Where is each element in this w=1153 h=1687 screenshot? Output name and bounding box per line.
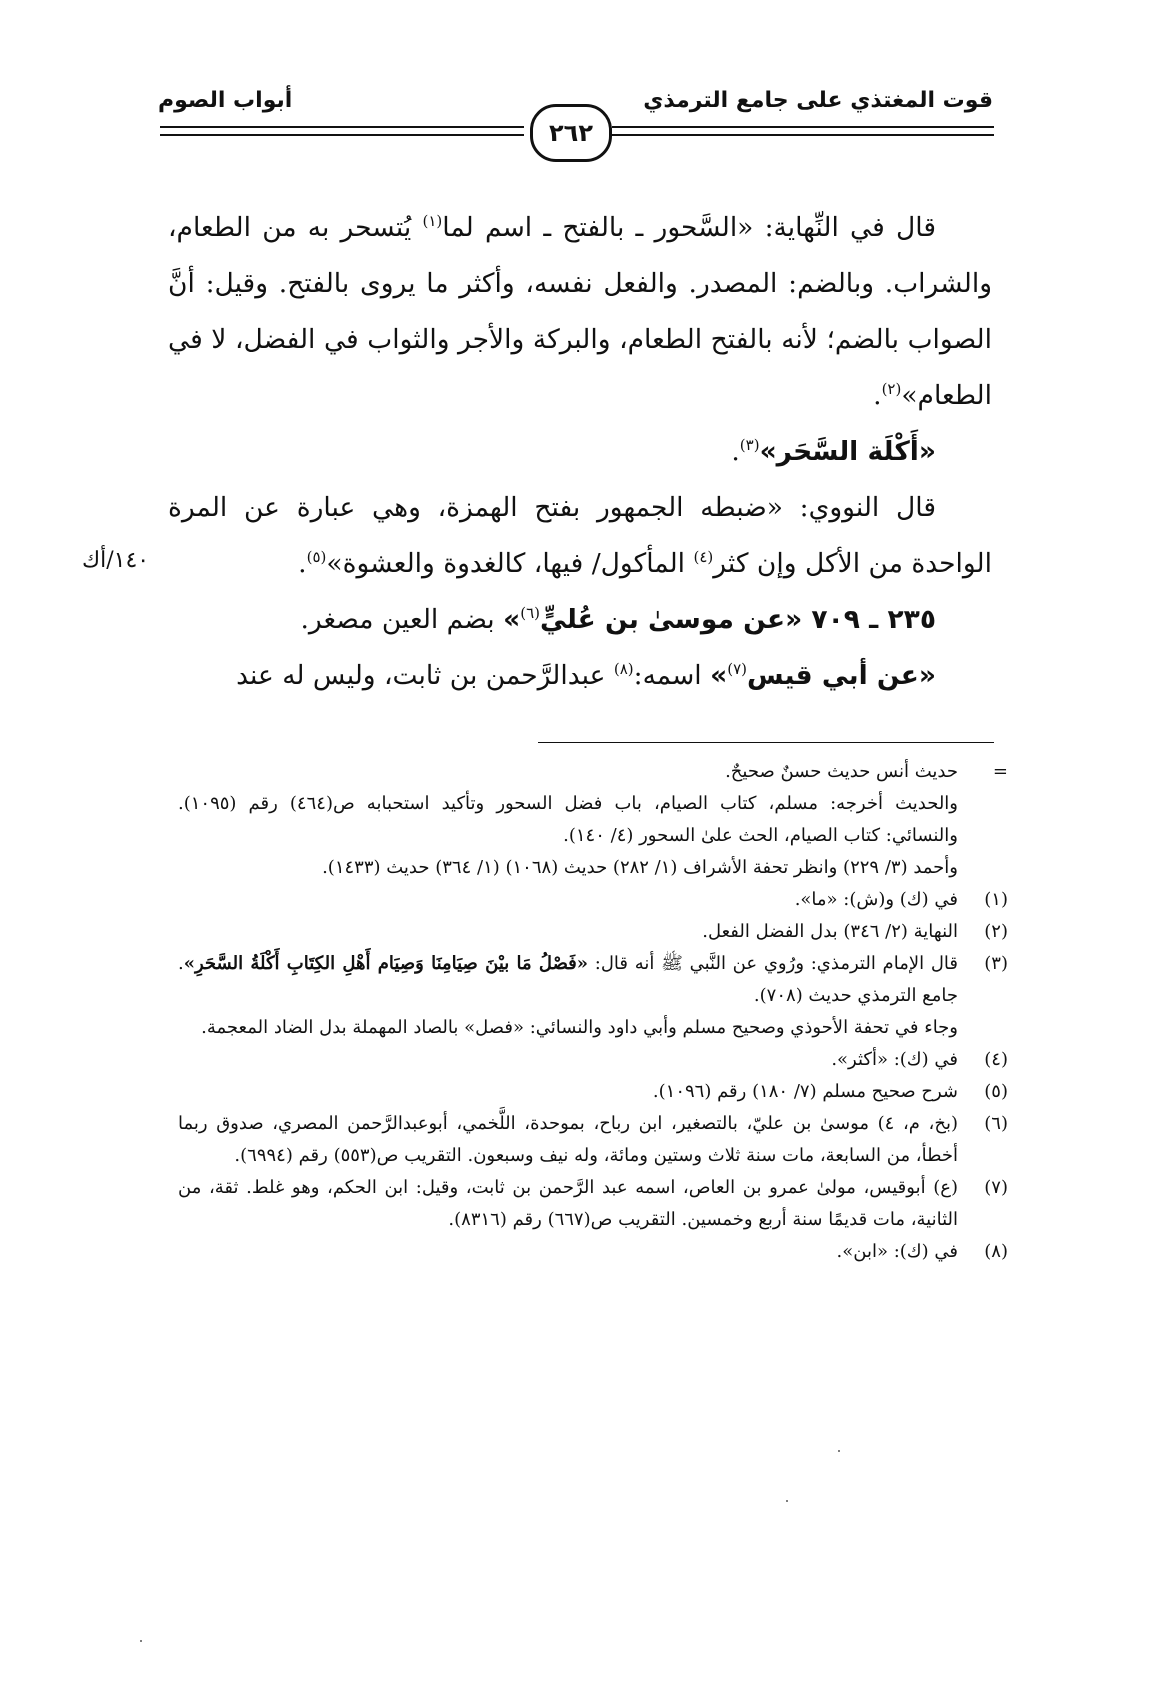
heading-akla-alsahar: «أَكْلَة السَّحَر»	[759, 436, 936, 467]
book-title: قوت المغتذي على جامع الترمذي	[643, 88, 993, 113]
page-number: ٢٦٢	[530, 104, 612, 162]
paragraph-2: «أَكْلَة السَّحَر»$^{(٣)}$.	[731, 436, 936, 467]
footnotes	[178, 756, 1008, 1268]
hadith-quote: «فَصْلُ مَا بيْنَ صِيَامِنَا وَصِيَام أَهْلِ الكِتَابِ أَكْلَةُ السَّحَرِ»	[183, 953, 589, 974]
footnote-separator	[538, 742, 994, 743]
narrator-heading: «عن أبي قيس	[747, 660, 936, 691]
continuation-marker: =	[992, 761, 1008, 782]
header-rule-right	[612, 126, 994, 136]
footnote-ref-1: (١)	[422, 212, 443, 231]
header-rule-left	[160, 126, 524, 136]
paragraph-3: قال النووي: «ضبطه الجمهور بفتح الهمزة، وهي عبارة عن المرة الواحدة من الأكل وإن كثر$^{(٤)}$ المأكول/ فيها، كالغدوة والعشوة»$^{(٥)}$.	[168, 492, 992, 579]
scan-speck	[838, 1450, 840, 1452]
footnote-ref-4: (٤)	[693, 548, 714, 567]
footnote-ref-6: (٦)	[520, 604, 541, 623]
footnote-item: (٥) شرح صحيح مسلم (٧/ ١٨٠) رقم (١٠٩٦).	[652, 1081, 1008, 1102]
paragraph-5: «عن أبي قيس$^{(٧)}$» اسمه:$^{(٨)}$ عبدالرَّحمن بن ثابت، وليس له عند	[236, 660, 936, 691]
footnote-item: (٧) (ع) أبوقيس، مولىٰ عمرو بن العاص، اسمه عبد الرَّحمن بن ثابت، وقيل: ابن الحكم، وهو غلط. ثقة، من الثانية، مات قديمًا سنة أربع وخمسين. التقريب ص(٦٦٧) رقم (٨٣١٦).	[178, 1177, 1008, 1230]
section-title: أبواب الصوم	[158, 88, 293, 113]
footnote-item: (٨) في (ك): «ابن».	[836, 1241, 1008, 1262]
footnote-ref-5: (٥)	[306, 548, 327, 567]
paragraph-4: ٢٣٥ ـ ٧٠٩ «عن موسىٰ بن عُليٍّ$^{(٦)}$» بضم العين مصغر.	[300, 604, 936, 635]
footnote-continuation: = حديث أنس حديث حسنٌ صحيحٌ. والحديث أخرجه: مسلم، كتاب الصيام، باب فضل السحور وتأكيد استحبابه ص(٤٦٤) رقم (١٠٩٥). والنسائي: كتاب الصيام، الحث علىٰ السحور (٤/ ١٤٠). وأحمد (٣/ ٢٢٩) وانظر تحفة الأشراف (١/ ٢٨٢) حديث (١٠٦٨) (١/ ٣٦٤) حديث (١٤٣٣).	[178, 756, 1008, 884]
paragraph-1: قال في النِّهاية: «السَّحور ـ بالفتح ـ اسم لما$^{(١)}$ يُتسحر به من الطعام، والشراب. وبالضم: المصدر. والفعل نفسه، وأكثر ما يروى بالفتح. وقيل: أنَّ الصواب بالضم؛ لأنه بالفتح الطعام، والبركة والأجر والثواب في الفضل، لا في الطعام»$^{(٢)}$.	[168, 212, 992, 411]
footnote-item: (٤) في (ك): «أكثر».	[831, 1049, 1008, 1070]
footnote-ref-8: (٨)	[613, 660, 634, 679]
footnote-ref-3: (٣)	[739, 436, 760, 455]
footnote-item: (٢) النهاية (٢/ ٣٤٦) بدل الفضل الفعل.	[702, 921, 1008, 942]
main-text	[168, 200, 992, 704]
manuscript-margin-note: ١٤٠/أك	[82, 548, 150, 573]
footnote-ref-2: (٢)	[881, 380, 902, 399]
hadith-number-heading: ٢٣٥ ـ ٧٠٩ «عن موسىٰ بن عُليٍّ	[540, 604, 936, 635]
footnote-ref-7: (٧)	[727, 660, 747, 679]
scan-speck	[786, 1500, 788, 1502]
footnote-item: (٦) (بخ، م، ٤) موسىٰ بن عليّ، بالتصغير، ابن رباح، بموحدة، اللَّخمي، أبوعبدالرَّحمن المصري، صدوق ربما أخطأ، من السابعة، مات سنة ثلاث وستين ومائة، وله نيف وسبعون. التقريب ص(٥٥٣) رقم (٦٩٩٤).	[178, 1113, 1008, 1166]
footnote-item: (٣) قال الإمام الترمذي: ورُوي عن النَّبي ﷺ أنه قال: «فَصْلُ مَا بيْنَ صِيَامِنَا وَصِيَام أَهْلِ الكِتَابِ أَكْلَةُ السَّحَرِ». جامع الترمذي حديث (٧٠٨). وجاء في تحفة الأحوذي وصحيح مسلم وأبي داود والنسائي: «فصل» بالصاد المهملة بدل الضاد المعجمة.	[178, 953, 1008, 1038]
footnote-item: (١) في (ك) و(ش): «ما».	[794, 889, 1008, 910]
scan-speck	[140, 1640, 142, 1642]
